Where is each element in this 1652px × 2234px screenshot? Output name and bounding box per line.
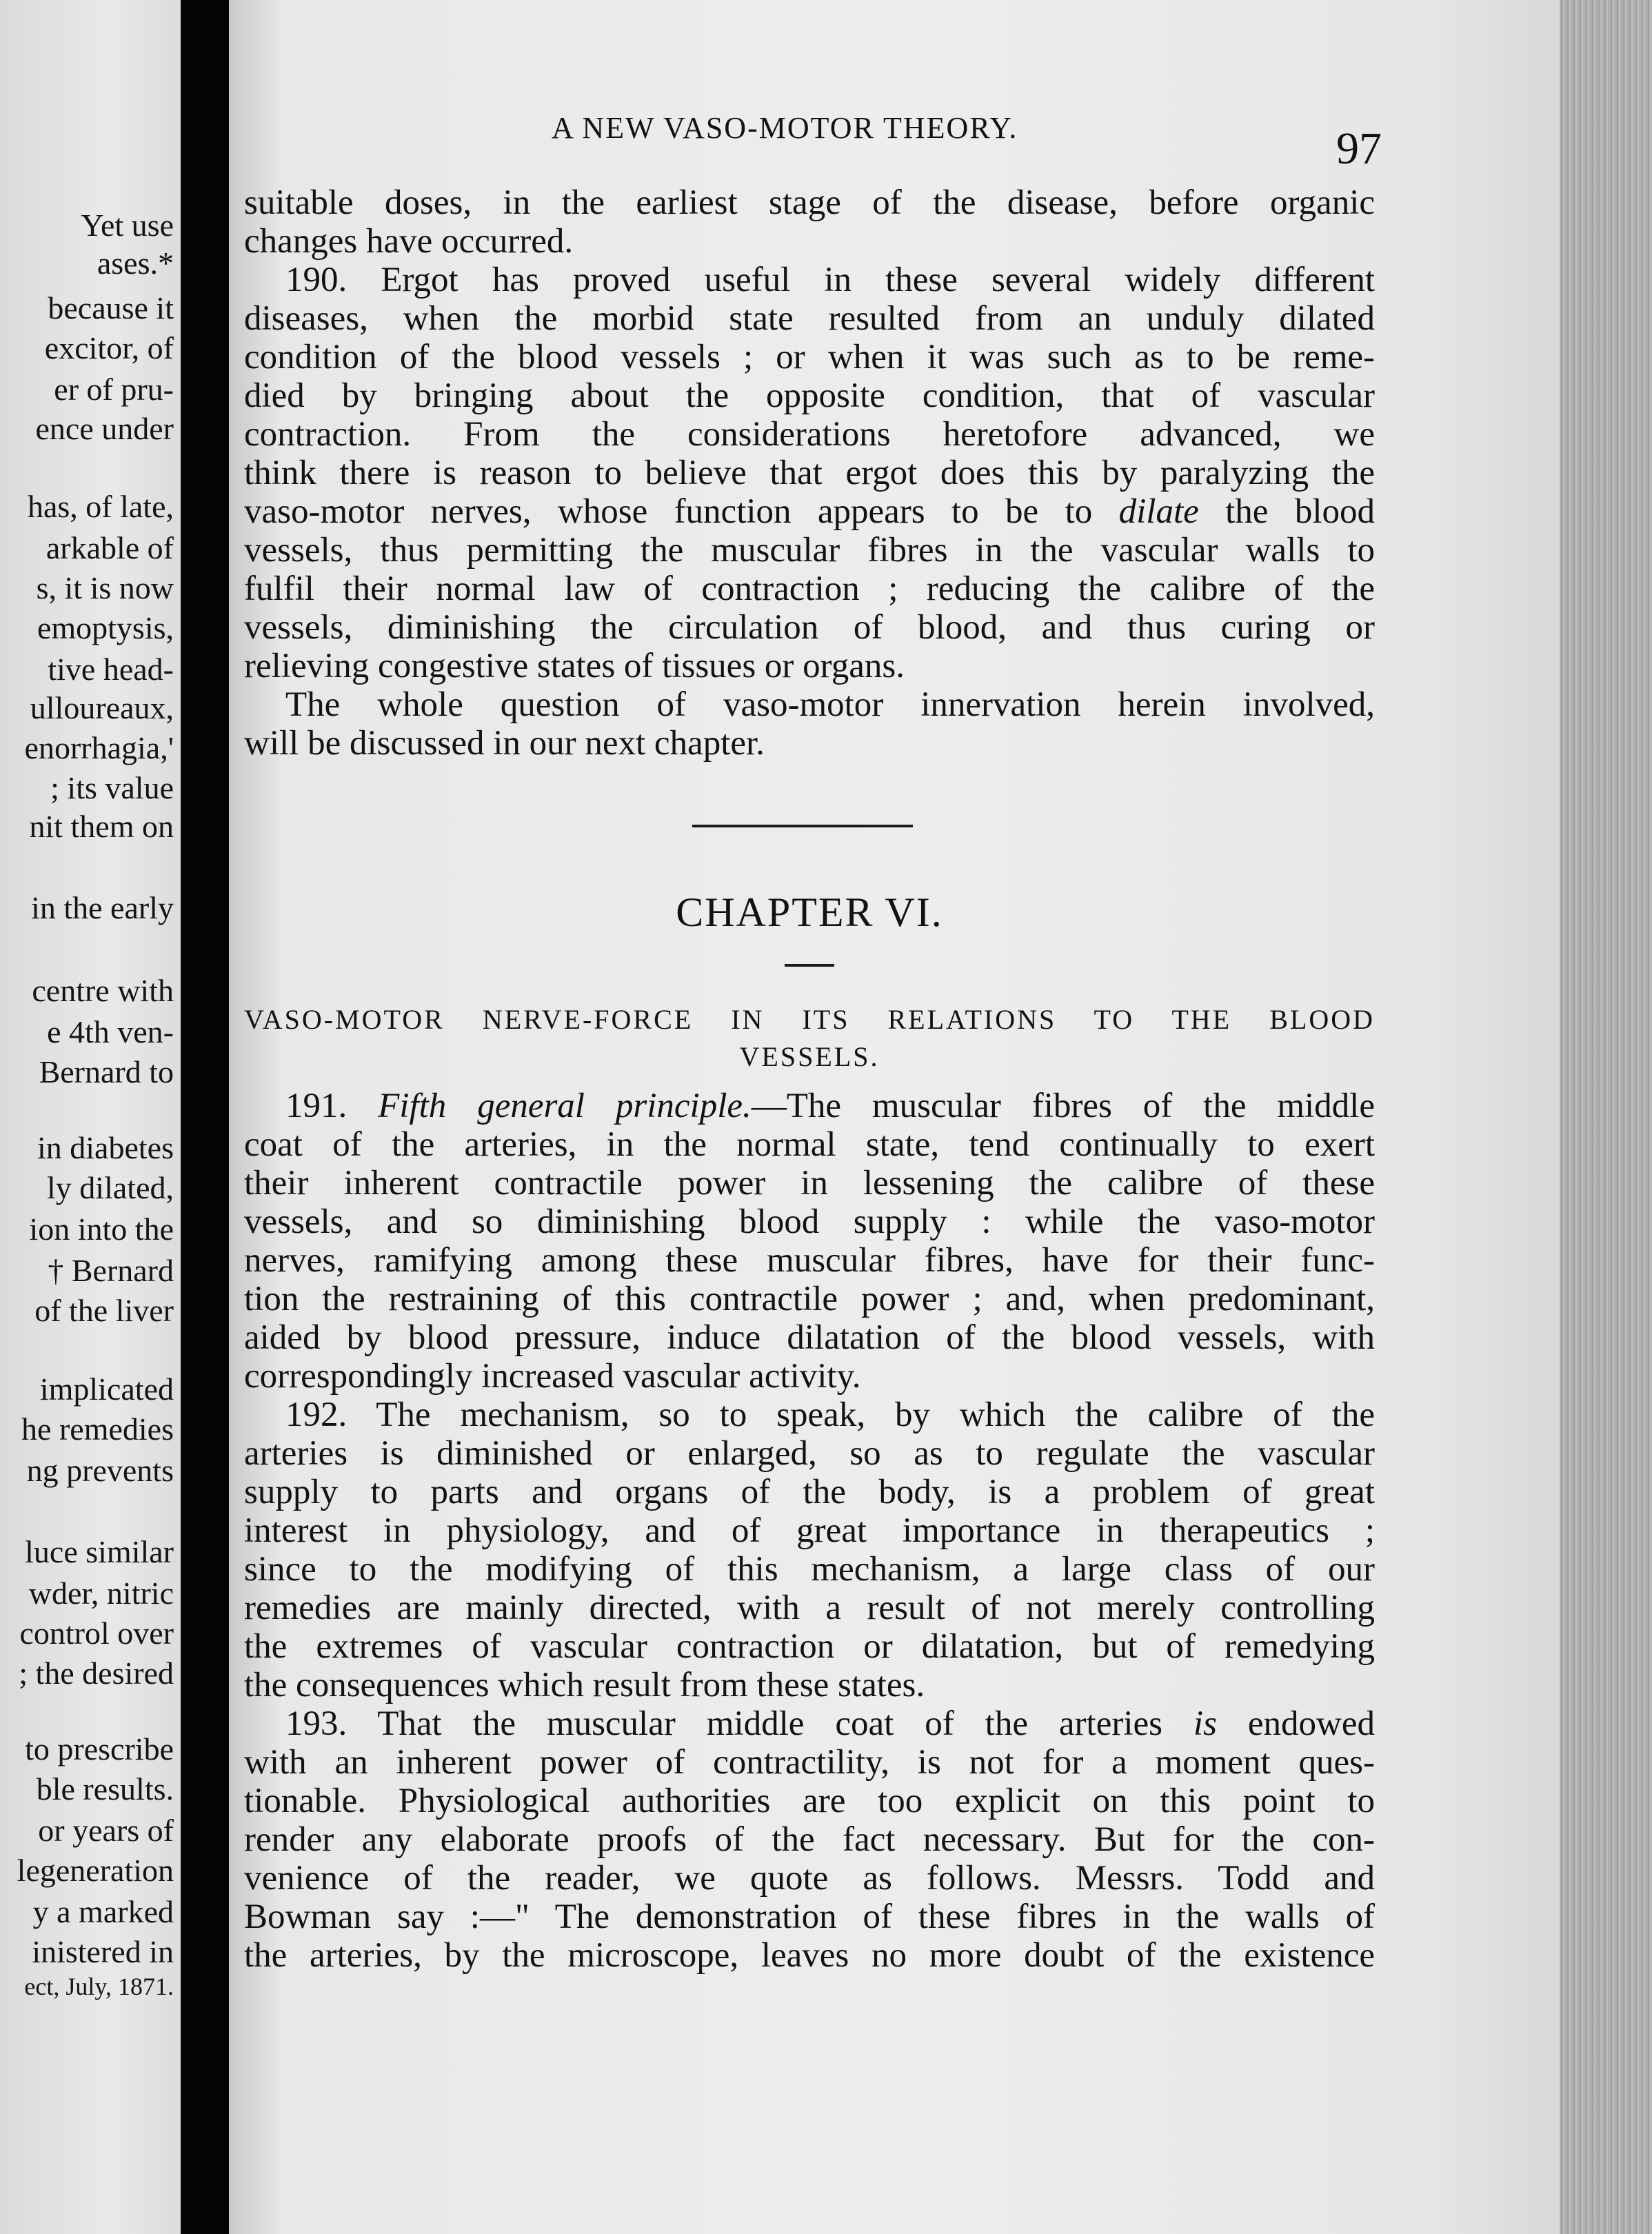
text-line: will be discussed in our next chapter. xyxy=(244,724,765,763)
text-line: 190. Ergot has proved useful in these several widely different xyxy=(285,261,1375,299)
left-page-line: y a marked xyxy=(32,1894,174,1929)
text-line: suitable doses, in the earliest stage of the disease, before organic xyxy=(244,183,1375,222)
left-page-line: er of pru- xyxy=(54,372,174,407)
text-line: think there is reason to believe that ergot does this by paralyzing the xyxy=(244,454,1375,492)
left-page-line: arkable of xyxy=(46,530,174,565)
text-line: condition of the blood vessels ; or when it was such as to be reme- xyxy=(244,338,1375,376)
left-page-line: s, it is now xyxy=(36,570,174,605)
text-line: 192. The mechanism, so to speak, by which the calibre of the xyxy=(285,1396,1375,1434)
chapter-heading: CHAPTER VI. xyxy=(676,889,943,935)
left-page-line: excitor, of xyxy=(44,330,174,365)
text-line xyxy=(244,1704,1375,1743)
page-body xyxy=(244,183,1375,1975)
text-run: vaso-motor nerves, whose function appears to be to xyxy=(244,492,1093,531)
left-page-line: has, of late, xyxy=(27,489,174,524)
text-line: the extremes of vascular contraction or dilatation, but of remedying xyxy=(244,1627,1375,1666)
emphasis-is: is xyxy=(1193,1704,1217,1743)
left-page-line: in the early xyxy=(31,890,174,925)
left-page-line: legeneration xyxy=(17,1853,174,1888)
text-line: vessels, diminishing the circulation of blood, and thus curing or xyxy=(244,608,1375,647)
left-page-line: ly dilated, xyxy=(47,1170,174,1205)
text-line: since to the modifying of this mechanism, a large class of our xyxy=(244,1550,1375,1589)
left-page-line: he remedies xyxy=(21,1411,174,1447)
paragraph-190 xyxy=(244,261,1375,685)
text-line: supply to parts and organs of the body, is a problem of great xyxy=(244,1473,1375,1511)
left-page-line: of the liver xyxy=(34,1293,174,1328)
section-title-line: VASO-MOTOR NERVE-FORCE IN ITS RELATIONS TO THE BLOOD xyxy=(244,1004,1375,1035)
left-page-line: centre with xyxy=(32,973,174,1008)
left-page-line: ion into the xyxy=(29,1211,174,1247)
chapter-short-rule xyxy=(785,964,834,967)
left-page-line: ases.* xyxy=(97,245,174,281)
text-line: diseases, when the morbid state resulted from an unduly dilated xyxy=(244,299,1375,338)
text-line: died by bringing about the opposite condition, that of vascular xyxy=(244,376,1375,415)
left-page-fragment xyxy=(0,0,181,2234)
left-page-line: wder, nitric xyxy=(28,1576,174,1611)
text-line: relieving congestive states of tissues or organs. xyxy=(244,647,905,685)
page-number: 97 xyxy=(1336,123,1382,174)
emphasis-principle: Fifth general principle. xyxy=(378,1087,752,1125)
left-page-line: ence under xyxy=(35,411,174,446)
text-line: coat of the arteries, in the normal state, tend continually to exert xyxy=(244,1125,1375,1164)
text-line: the consequences which result from these states. xyxy=(244,1666,925,1704)
left-page-line: or years of xyxy=(38,1813,174,1848)
left-page-line: emoptysis, xyxy=(37,610,174,645)
text-run: 193. That the muscular middle coat of the arteries xyxy=(285,1704,1162,1743)
text-line: vessels, and so diminishing blood supply : while the vaso-motor xyxy=(244,1202,1375,1241)
left-page-line: Yet use xyxy=(81,208,174,243)
paragraph-192 xyxy=(244,1396,1375,1704)
left-page-line: ; the desired xyxy=(19,1656,174,1691)
left-page-line: enorrhagia,' xyxy=(24,730,174,765)
left-page-line: because it xyxy=(48,290,174,325)
page-stack-edge xyxy=(1560,0,1652,2234)
paragraph-191 xyxy=(244,1087,1375,1396)
left-page-line: † Bernard xyxy=(48,1253,174,1288)
paragraph-continued xyxy=(244,183,1375,261)
left-page-line: ng prevents xyxy=(26,1453,174,1488)
text-line xyxy=(244,1087,1375,1125)
section-divider-rule xyxy=(692,825,913,827)
text-line: remedies are mainly directed, with a result of not merely controlling xyxy=(244,1589,1375,1627)
text-run: —The muscular fibres of the middle xyxy=(751,1087,1375,1125)
text-line: fulfil their normal law of contraction ; reducing the calibre of the xyxy=(244,570,1375,608)
left-page-line: inistered in xyxy=(32,1934,174,1969)
text-line: arteries is diminished or enlarged, so as to regulate the vascular xyxy=(244,1434,1375,1473)
text-line: render any elaborate proofs of the fact necessary. But for the con- xyxy=(244,1820,1375,1859)
left-page-line: control over xyxy=(19,1616,174,1651)
left-page-line: ect, July, 1871. xyxy=(24,1973,174,2000)
text-line: venience of the reader, we quote as follows. Messrs. Todd and xyxy=(244,1859,1375,1898)
text-line: Bowman say :—" The demonstration of these fibres in the walls of xyxy=(244,1898,1375,1936)
text-line: interest in physiology, and of great importance in therapeutics ; xyxy=(244,1511,1375,1550)
text-line: correspondingly increased vascular activity. xyxy=(244,1357,861,1396)
text-line: their inherent contractile power in lessening the calibre of these xyxy=(244,1164,1375,1202)
left-page-line: to prescribe xyxy=(25,1731,174,1767)
left-page-line: e 4th ven- xyxy=(47,1014,174,1049)
section-title-line: VESSELS. xyxy=(739,1041,880,1072)
text-run: endowed xyxy=(1247,1704,1375,1743)
left-page-line: ulloureaux, xyxy=(30,690,174,725)
text-run: the blood xyxy=(1225,492,1375,531)
left-page-line: ble results. xyxy=(36,1771,174,1807)
text-line: with an inherent power of contractility, is not for a moment ques- xyxy=(244,1743,1375,1782)
running-head: A NEW VASO-MOTOR THEORY. xyxy=(552,111,1018,145)
text-line: vessels, thus permitting the muscular fibres in the vascular walls to xyxy=(244,531,1375,570)
text-line: contraction. From the considerations heretofore advanced, we xyxy=(244,415,1375,454)
book-gutter xyxy=(181,0,229,2234)
paragraph-number: 191. xyxy=(285,1087,347,1125)
text-line: tion the restraining of this contractile power ; and, when predominant, xyxy=(244,1280,1375,1318)
left-page-line: in diabetes xyxy=(37,1130,174,1165)
paragraph-193 xyxy=(244,1704,1375,1975)
section-title xyxy=(244,1001,1375,1076)
left-page-line: luce similar xyxy=(25,1534,174,1569)
text-line: the arteries, by the microscope, leaves no more doubt of the existence xyxy=(244,1936,1375,1975)
text-line: nerves, ramifying among these muscular fibres, have for their func- xyxy=(244,1241,1375,1280)
left-page-line: nit them on xyxy=(29,809,174,844)
left-page-line: ; its value xyxy=(50,770,174,805)
left-page-line: tive head- xyxy=(48,652,174,687)
text-line: tionable. Physiological authorities are too explicit on this point to xyxy=(244,1782,1375,1820)
emphasis-dilate: dilate xyxy=(1118,492,1199,531)
text-line: changes have occurred. xyxy=(244,222,574,261)
text-line xyxy=(244,492,1375,531)
paragraph-whole-question xyxy=(244,685,1375,763)
left-page-line: Bernard to xyxy=(39,1054,174,1089)
text-line: aided by blood pressure, induce dilatation of the blood vessels, with xyxy=(244,1318,1375,1357)
left-page-line: implicated xyxy=(39,1371,174,1407)
text-line: The whole question of vaso-motor innervation herein involved, xyxy=(285,685,1375,724)
